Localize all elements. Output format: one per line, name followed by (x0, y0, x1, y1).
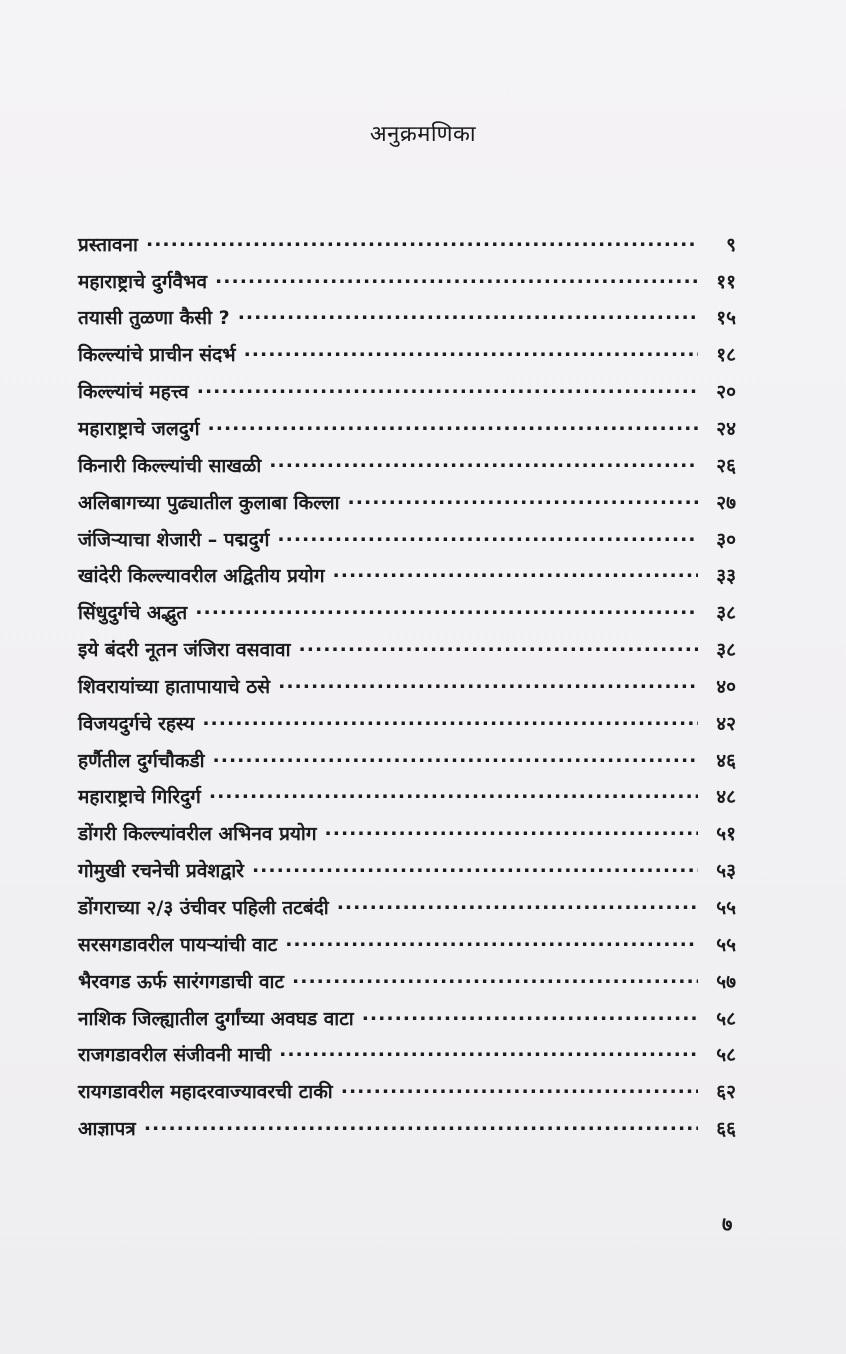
toc-entry-page: ५८ (716, 1044, 736, 1067)
toc-entry (78, 375, 736, 412)
toc-entry-page: ६६ (716, 1118, 736, 1141)
dot-leader (209, 781, 698, 804)
toc-entry-title: तयासी तुळणा कैसी ? (78, 307, 230, 330)
toc-entry-page: ४० (716, 675, 736, 698)
toc-entry-page: ३८ (716, 602, 736, 625)
toc-entry-title: शिवरायांच्या हातापायाचे ठसे (78, 675, 271, 698)
dot-leader (333, 560, 698, 583)
table-of-contents (78, 228, 736, 1149)
toc-entry (78, 707, 736, 744)
toc-entry (78, 744, 736, 781)
dot-leader (238, 302, 698, 325)
toc-entry-title: किल्ल्यांचे प्राचीन संदर्भ (78, 344, 236, 367)
toc-entry (78, 560, 736, 597)
dot-leader (362, 1002, 698, 1025)
toc-entry-title: हर्णैतील दुर्गचौकडी (78, 749, 205, 772)
toc-entry-title: आज्ञापत्र (78, 1118, 136, 1141)
dot-leader (299, 633, 698, 656)
toc-entry-page: ५७ (716, 970, 736, 993)
dot-leader (292, 965, 698, 988)
toc-entry-title: सरसगडावरील पायऱ्यांची वाट (78, 933, 278, 956)
dot-leader (269, 449, 698, 472)
toc-entry-title: सिंधुदुर्गचे अद्भुत (78, 602, 188, 625)
toc-entry-page: ४६ (716, 749, 736, 772)
toc-entry-title: जंजिऱ्याचा शेजारी – पद्मदुर्ग (78, 528, 270, 551)
dot-leader (213, 744, 698, 767)
toc-entry (78, 965, 736, 1002)
dot-leader (278, 670, 698, 693)
toc-entry-page: ३८ (716, 639, 736, 662)
toc-entry (78, 854, 736, 891)
dot-leader (348, 486, 698, 509)
toc-entry-title: नाशिक जिल्ह्यातील दुर्गांच्या अवघड वाटा (78, 1007, 354, 1030)
toc-entry-page: ५५ (716, 933, 736, 956)
toc-entry-title: राजगडावरील संजीवनी माची (78, 1044, 272, 1067)
toc-entry-page: २७ (716, 491, 736, 514)
page-number: ७ (722, 1212, 733, 1236)
dot-leader (197, 375, 698, 398)
toc-entry-page: ९ (726, 233, 736, 256)
toc-entry (78, 818, 736, 855)
toc-entry (78, 1039, 736, 1076)
toc-entry (78, 670, 736, 707)
toc-entry (78, 633, 736, 670)
toc-entry (78, 449, 736, 486)
toc-entry-title: विजयदुर्गचे रहस्य (78, 712, 195, 735)
toc-entry (78, 1112, 736, 1149)
dot-leader (215, 265, 698, 288)
toc-entry-title: किनारी किल्ल्यांची साखळी (78, 454, 262, 477)
toc-entry-page: ४२ (716, 712, 736, 735)
toc-entry-title: महाराष्ट्राचे गिरिदुर्ग (78, 786, 201, 809)
toc-entry-title: गोमुखी रचनेची प्रवेशद्वारे (78, 860, 244, 883)
dot-leader (325, 818, 698, 841)
toc-entry-title: महाराष्ट्राचे दुर्गवैभव (78, 270, 208, 293)
dot-leader (208, 412, 698, 435)
toc-entry (78, 265, 736, 302)
toc-entry-title: भैरवगड ऊर्फ सारंगगडाची वाट (78, 970, 285, 993)
dot-leader (285, 928, 698, 951)
toc-entry-title: किल्ल्यांचं महत्त्व (78, 381, 189, 404)
toc-entry-page: २० (716, 381, 736, 404)
dot-leader (244, 339, 698, 362)
toc-entry-page: ३३ (716, 565, 736, 588)
toc-entry (78, 781, 736, 818)
toc-entry-page: ६२ (716, 1081, 736, 1104)
toc-entry-page: ५१ (716, 823, 736, 846)
dot-leader (337, 891, 698, 914)
dot-leader (202, 707, 698, 730)
toc-entry-page: ११ (716, 270, 736, 293)
toc-entry-page: ५५ (716, 896, 736, 919)
toc-entry-title: डोंगराच्या २/३ उंचीवर पहिली तटबंदी (78, 896, 329, 919)
dot-leader (195, 596, 698, 619)
page-title: अनुक्रमणिका (369, 122, 477, 147)
toc-entry-page: ५३ (716, 860, 736, 883)
toc-entry (78, 596, 736, 633)
toc-entry (78, 928, 736, 965)
dot-leader (252, 854, 698, 877)
toc-entry-title: महाराष्ट्राचे जलदुर्ग (78, 418, 200, 441)
dot-leader (146, 228, 698, 251)
toc-entry (78, 228, 736, 265)
toc-entry-page: ५८ (716, 1007, 736, 1030)
toc-entry (78, 891, 736, 928)
toc-entry-page: ३० (716, 528, 736, 551)
toc-entry-title: इये बंदरी नूतन जंजिरा वसवावा (78, 639, 291, 662)
toc-entry (78, 412, 736, 449)
toc-entry (78, 339, 736, 376)
toc-entry-title: रायगडावरील महादरवाज्यावरची टाकी (78, 1081, 333, 1104)
toc-entry-page: १५ (716, 307, 736, 330)
toc-entry-title: खांदेरी किल्ल्यावरील अद्वितीय प्रयोग (78, 565, 325, 588)
toc-entry-title: प्रस्तावना (78, 233, 138, 256)
toc-entry (78, 486, 736, 523)
dot-leader (279, 1039, 698, 1062)
toc-entry-title: अलिबागच्या पुढ्यातील कुलाबा किल्ला (78, 491, 340, 514)
toc-entry-page: २६ (716, 454, 736, 477)
toc-entry (78, 1075, 736, 1112)
toc-entry-page: २४ (716, 418, 736, 441)
dot-leader (144, 1112, 698, 1135)
toc-entry (78, 302, 736, 339)
toc-entry-page: १८ (716, 344, 736, 367)
toc-entry-title: डोंगरी किल्ल्यांवरील अभिनव प्रयोग (78, 823, 317, 846)
toc-entry (78, 523, 736, 560)
dot-leader (341, 1075, 698, 1098)
toc-entry-page: ४८ (716, 786, 736, 809)
toc-entry (78, 1002, 736, 1039)
dot-leader (277, 523, 698, 546)
